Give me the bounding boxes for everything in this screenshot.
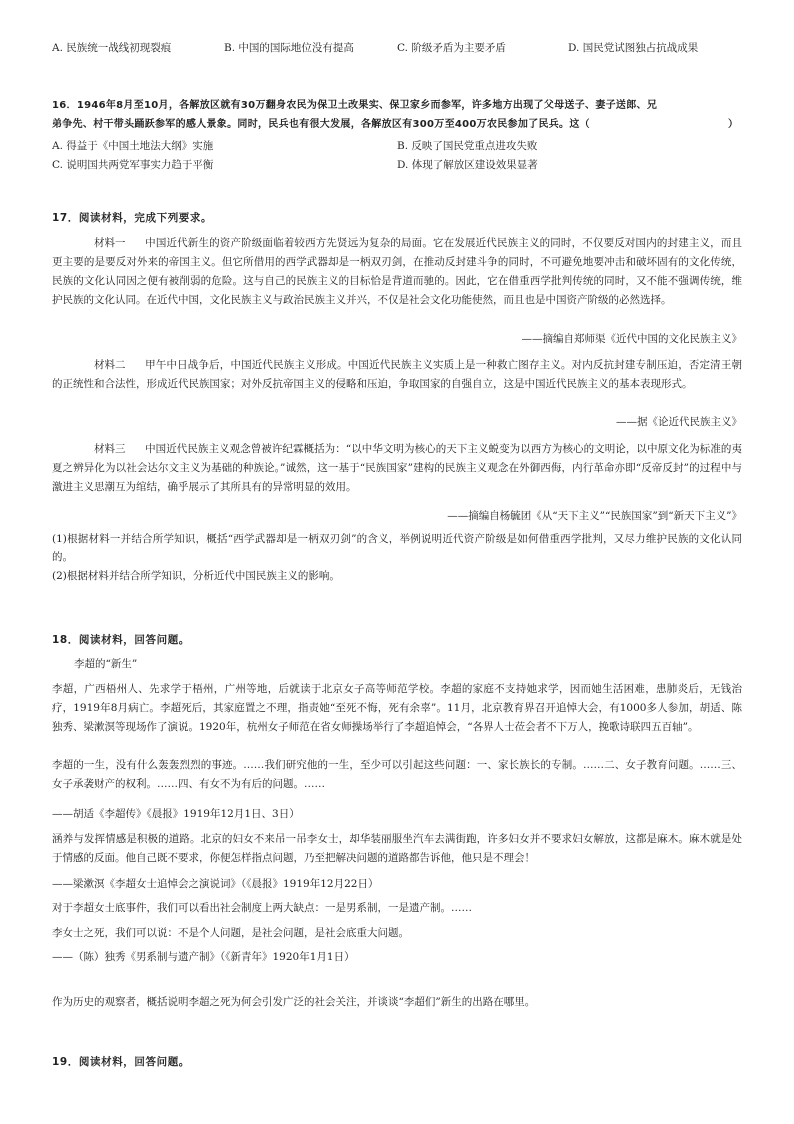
q18-source-3: ——（陈）独秀《男系制与遗产制》（《新青年》1920年1月1日） <box>52 951 355 963</box>
q18-title: 18．阅读材料，回答问题。 <box>52 634 190 646</box>
material-1-text: 中国近代新生的资产阶级面临着较西方先贤远为复杂的局面。它在发展近代民族主义的同时，不仅要反对国内的封建主义，而且更主要的是要反对外来的帝国主义。但它所借用的西学武器却是一柄双刃剑，在推动反封建斗争的同时，不可避免地要冲击和破坏固有的文化传统，民族的文化认同因之便有被削弱的危险。这与自己的民族主义的目标恰是背道而驰的。因此，它在借重西学批判传统的同时，又不能不强调传统，维护民族的文化认同。在近代中国，文化民族主义与政治民族主义并兴，不仅是社会文化功能使然，而且也是中国资产阶级的必然选择。 <box>52 237 742 306</box>
q16-option-c: C. 说明国共两党军事实力趋于平衡 <box>52 159 214 171</box>
q18-subtitle: 李超的“新生” <box>74 658 138 670</box>
q17-material-3-source: ——摘编自杨毓团《从“天下主义”“民族国家”到“新天下主义”》 <box>447 510 742 522</box>
q17-title: 17．阅读材料，完成下列要求。 <box>52 212 213 224</box>
q18-source-2: ——梁漱溟《李超女士追悼会之演说词》（《晨报》1919年12月22日） <box>52 878 379 890</box>
material-1-label: 材料一 <box>94 237 126 249</box>
q15-option-d: D. 国民党试图独占抗战成果 <box>568 42 699 54</box>
q18-question: 作为历史的观察者，概括说明李超之死为何会引发广泛的社会关注，并谈谈“李超们”新生的出路在哪里。 <box>52 996 536 1008</box>
q18-paragraph-2: 李超的一生，没有什么轰轰烈烈的事迹。……我们研究他的一生，至少可以引起这些问题：一、家长族长的专制。……二、女子教育问题。……三、女子承袭财产的权利。……四、有女不为有后的问题。…… <box>52 759 742 790</box>
q16-option-a: A. 得益于《中国土地法大纲》实施 <box>52 140 214 152</box>
q17-requirement-2: (2)根据材料并结合所学知识，分析近代中国民族主义的影响。 <box>52 570 340 582</box>
q16-stem-line2: 弟争先、村干带头踊跃参军的感人景象。同时，民兵也有很大发展，各解放区有300万至400万农民参加了民兵。这（ <box>52 119 590 130</box>
q17-material-2-source: ——据《论近代民族主义》 <box>616 416 742 428</box>
q18-source-1: ——胡适《李超传》《晨报》1919年12月1日、3日） <box>52 808 300 820</box>
q15-option-c: C. 阶级矛盾为主要矛盾 <box>397 42 506 54</box>
q18-paragraph-5: 李女士之死，我们可以说：不是个人问题，是社会问题，是社会底重大问题。 <box>52 927 409 939</box>
q18-paragraph-4: 对于李超女士底事件，我们可以看出社会制度上两大缺点：一是男系制，一是遗产制。…… <box>52 902 472 914</box>
material-2-text: 甲午中日战争后，中国近代民族主义形成。中国近代民族主义实质上是一种救亡图存主义。对内反抗封建专制压迫，否定清王朝的正统性和合法性，形成近代民族国家；对外反抗帝国主义的侵略和压迫，争取国家的自强自立，这是中国近代民族主义的基本表现形式。 <box>52 359 742 390</box>
q17-requirement-1: (1)根据材料一并结合所学知识，概括“西学武器却是一柄双刃剑”的含义，举例说明近代资产阶级是如何借重西学批判，又尽力维护民族的文化认同的。 <box>52 533 742 563</box>
q18-paragraph-3: 涵养与发挥情感是积极的道路。北京的妇女不来吊一吊李女士，却华装丽服坐汽车去满街跑，许多妇女并不要求妇女解放，这都是麻木。麻木就是处于情感的反面。他自己既不要求，你便怎样指点问题，乃至把解决问题的道路都告诉他，他只是不理会！ <box>52 833 742 864</box>
material-2-label: 材料二 <box>94 359 126 371</box>
q19-title: 19．阅读材料，回答问题。 <box>52 1056 190 1068</box>
material-3-text: 中国近代民族主义观念曾被许纪霖概括为：“以中华文明为核心的天下主义蜕变为以西方为核心的文明论，以中原文化为标准的夷夏之辨异化为以社会达尔文主义为基础的种族论。”诚然，这一基于“民族国家”建构的民族主义观念在外御西侮，内行革命亦即“反帝反封”的过程中与激进主义思潮互为绾结，确乎展示了其所具有的异常明显的效用。 <box>52 443 742 493</box>
q16-answer-paren: ） <box>728 119 739 130</box>
q17-material-2 <box>52 356 742 394</box>
q15-option-a: A. 民族统一战线初现裂痕 <box>52 42 172 54</box>
material-3-label: 材料三 <box>94 443 126 455</box>
q16-option-d: D. 体现了解放区建设效果显著 <box>397 159 538 171</box>
q17-material-1-source: ——摘编自郑师渠《近代中国的文化民族主义》 <box>521 333 742 345</box>
q17-material-1 <box>52 234 742 310</box>
q16-option-b: B. 反映了国民党重点进攻失败 <box>397 140 538 152</box>
q17-material-3 <box>52 440 742 497</box>
q16-stem-line1: 16．1946年8月至10月，各解放区就有30万翻身农民为保卫土改果实、保卫家乡而参军，许多地方出现了父母送子、妻子送郎、兄 <box>52 100 658 111</box>
q15-option-b: B. 中国的国际地位没有提高 <box>224 42 354 54</box>
q18-paragraph-1: 李超，广西梧州人、先求学于梧州，广州等地，后就读于北京女子高等师范学校。李超的家庭不支持她求学，因而她生活困难，患肺炎后，无钱治疗，1919年8月病亡。李超死后，其家庭置之不理，指责她“至死不悔，死有余辜”。11月，北京教育界召开追悼大会，有1000多人参加，胡适、陈独秀、梁漱溟等现场作了演说。1920年，杭州女子师范在省女师操场举行了李超追悼会，“各界人士莅会者不下万人，挽歌诗联四五百轴”。 <box>52 683 742 733</box>
